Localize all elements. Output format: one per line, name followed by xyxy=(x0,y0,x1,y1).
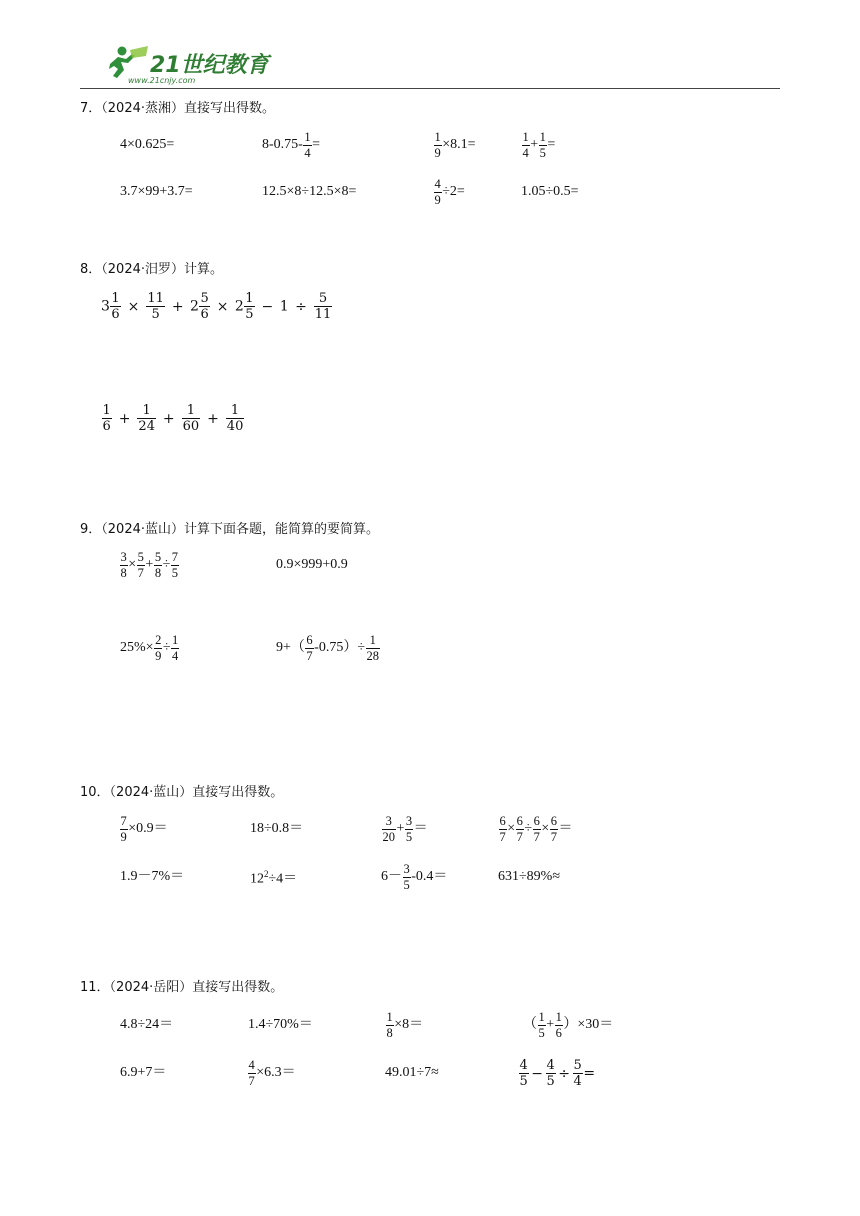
q10-item-6: $12^2\div 4=$ xyxy=(250,869,298,887)
q7-item-1: 4×0.625= xyxy=(120,137,175,152)
q8-expression-1: 3 $\frac{1}{6}$ × $\frac{11}{5}$ + 2 $\frac{5}{6}$ × 2 $\frac{1}{5}$ − 1 ÷ $\frac{5}{11}$ xyxy=(101,291,332,322)
q7-item-8: 1.05÷0.5= xyxy=(521,184,579,199)
q11-item-7: 49.01÷7≈ xyxy=(385,1065,439,1080)
q11-item-8: $\frac{4}{5}$ − $\frac{4}{5}$ ÷ $\frac{5}{4}$ = xyxy=(519,1058,596,1089)
question-10-title: 10．（2024·蓝山）直接写出得数。 xyxy=(80,785,284,800)
q11-item-1: 4.8÷24＝ xyxy=(120,1017,174,1032)
q10-item-5: 1.9－7%＝ xyxy=(120,869,185,884)
q8-expression-2: $\frac{1}{6}$ + $\frac{1}{24}$ + $\frac{1}{60}$ + $\frac{1}{40}$ xyxy=(102,403,244,434)
q7-item-6: 12.5×8÷12.5×8= xyxy=(262,184,357,199)
q7-item-5: 3.7×99+3.7= xyxy=(120,184,193,199)
question-7-title: 7．（2024·蒸湘）直接写出得数。 xyxy=(80,101,275,116)
q10-item-7: 6－ $\frac{3}{5}$ -0.4＝ xyxy=(381,862,448,892)
q10-item-2: 18÷0.8＝ xyxy=(250,821,304,836)
q10-item-4: $\frac{6}{7}$ × $\frac{6}{7}$ ÷ $\frac{6}{7}$ × $\frac{6}{7}$ ＝ xyxy=(499,814,573,844)
q7-item-3: $\frac{1}{9}$ ×8.1= xyxy=(434,130,476,160)
q10-item-3: $\frac{3}{20}$ + $\frac{3}{5}$ ＝ xyxy=(382,814,428,844)
q9-item-3: 25%× $\frac{2}{9}$ ÷ $\frac{1}{4}$ xyxy=(120,633,179,663)
question-11-title: 11．（2024·岳阳）直接写出得数。 xyxy=(80,980,284,995)
q11-item-4: （ $\frac{1}{5}$ + $\frac{1}{6}$ ）×30＝ xyxy=(523,1010,614,1040)
q11-item-3: $\frac{1}{8}$ ×8＝ xyxy=(386,1010,424,1040)
q9-item-4: 9+（ $\frac{6}{7}$ -0.75）÷ $\frac{1}{28}$ xyxy=(276,633,380,663)
q10-item-8: 631÷89%≈ xyxy=(498,869,561,884)
q9-item-2: 0.9×999+0.9 xyxy=(276,557,348,572)
q7-item-2: 8-0.75- $\frac{1}{4}$ = xyxy=(262,130,320,160)
logo xyxy=(104,42,274,91)
q11-item-2: 1.4÷70%＝ xyxy=(248,1017,313,1032)
question-8-title: 8．（2024·汨罗）计算。 xyxy=(80,262,223,277)
page-header xyxy=(80,40,780,89)
question-9-title: 9．（2024·蓝山）计算下面各题，能简算的要简算。 xyxy=(80,522,379,537)
q11-item-5: 6.9+7＝ xyxy=(120,1065,167,1080)
logo-text: 21世纪教育 xyxy=(150,53,269,78)
q7-item-7: $\frac{4}{9}$ ÷2= xyxy=(434,177,465,207)
q10-item-1: $\frac{7}{9}$ ×0.9＝ xyxy=(120,814,168,844)
q11-item-6: $\frac{4}{7}$ ×6.3＝ xyxy=(248,1058,296,1088)
q9-item-1: $\frac{3}{8}$ × $\frac{5}{7}$ + $\frac{5}{8}$ ÷ $\frac{7}{5}$ xyxy=(120,550,178,580)
q7-item-4: $\frac{1}{4}$ + $\frac{1}{5}$ = xyxy=(522,130,556,160)
logo-url: www.21cnjy.com xyxy=(128,76,196,85)
logo-runner-icon xyxy=(104,42,274,86)
